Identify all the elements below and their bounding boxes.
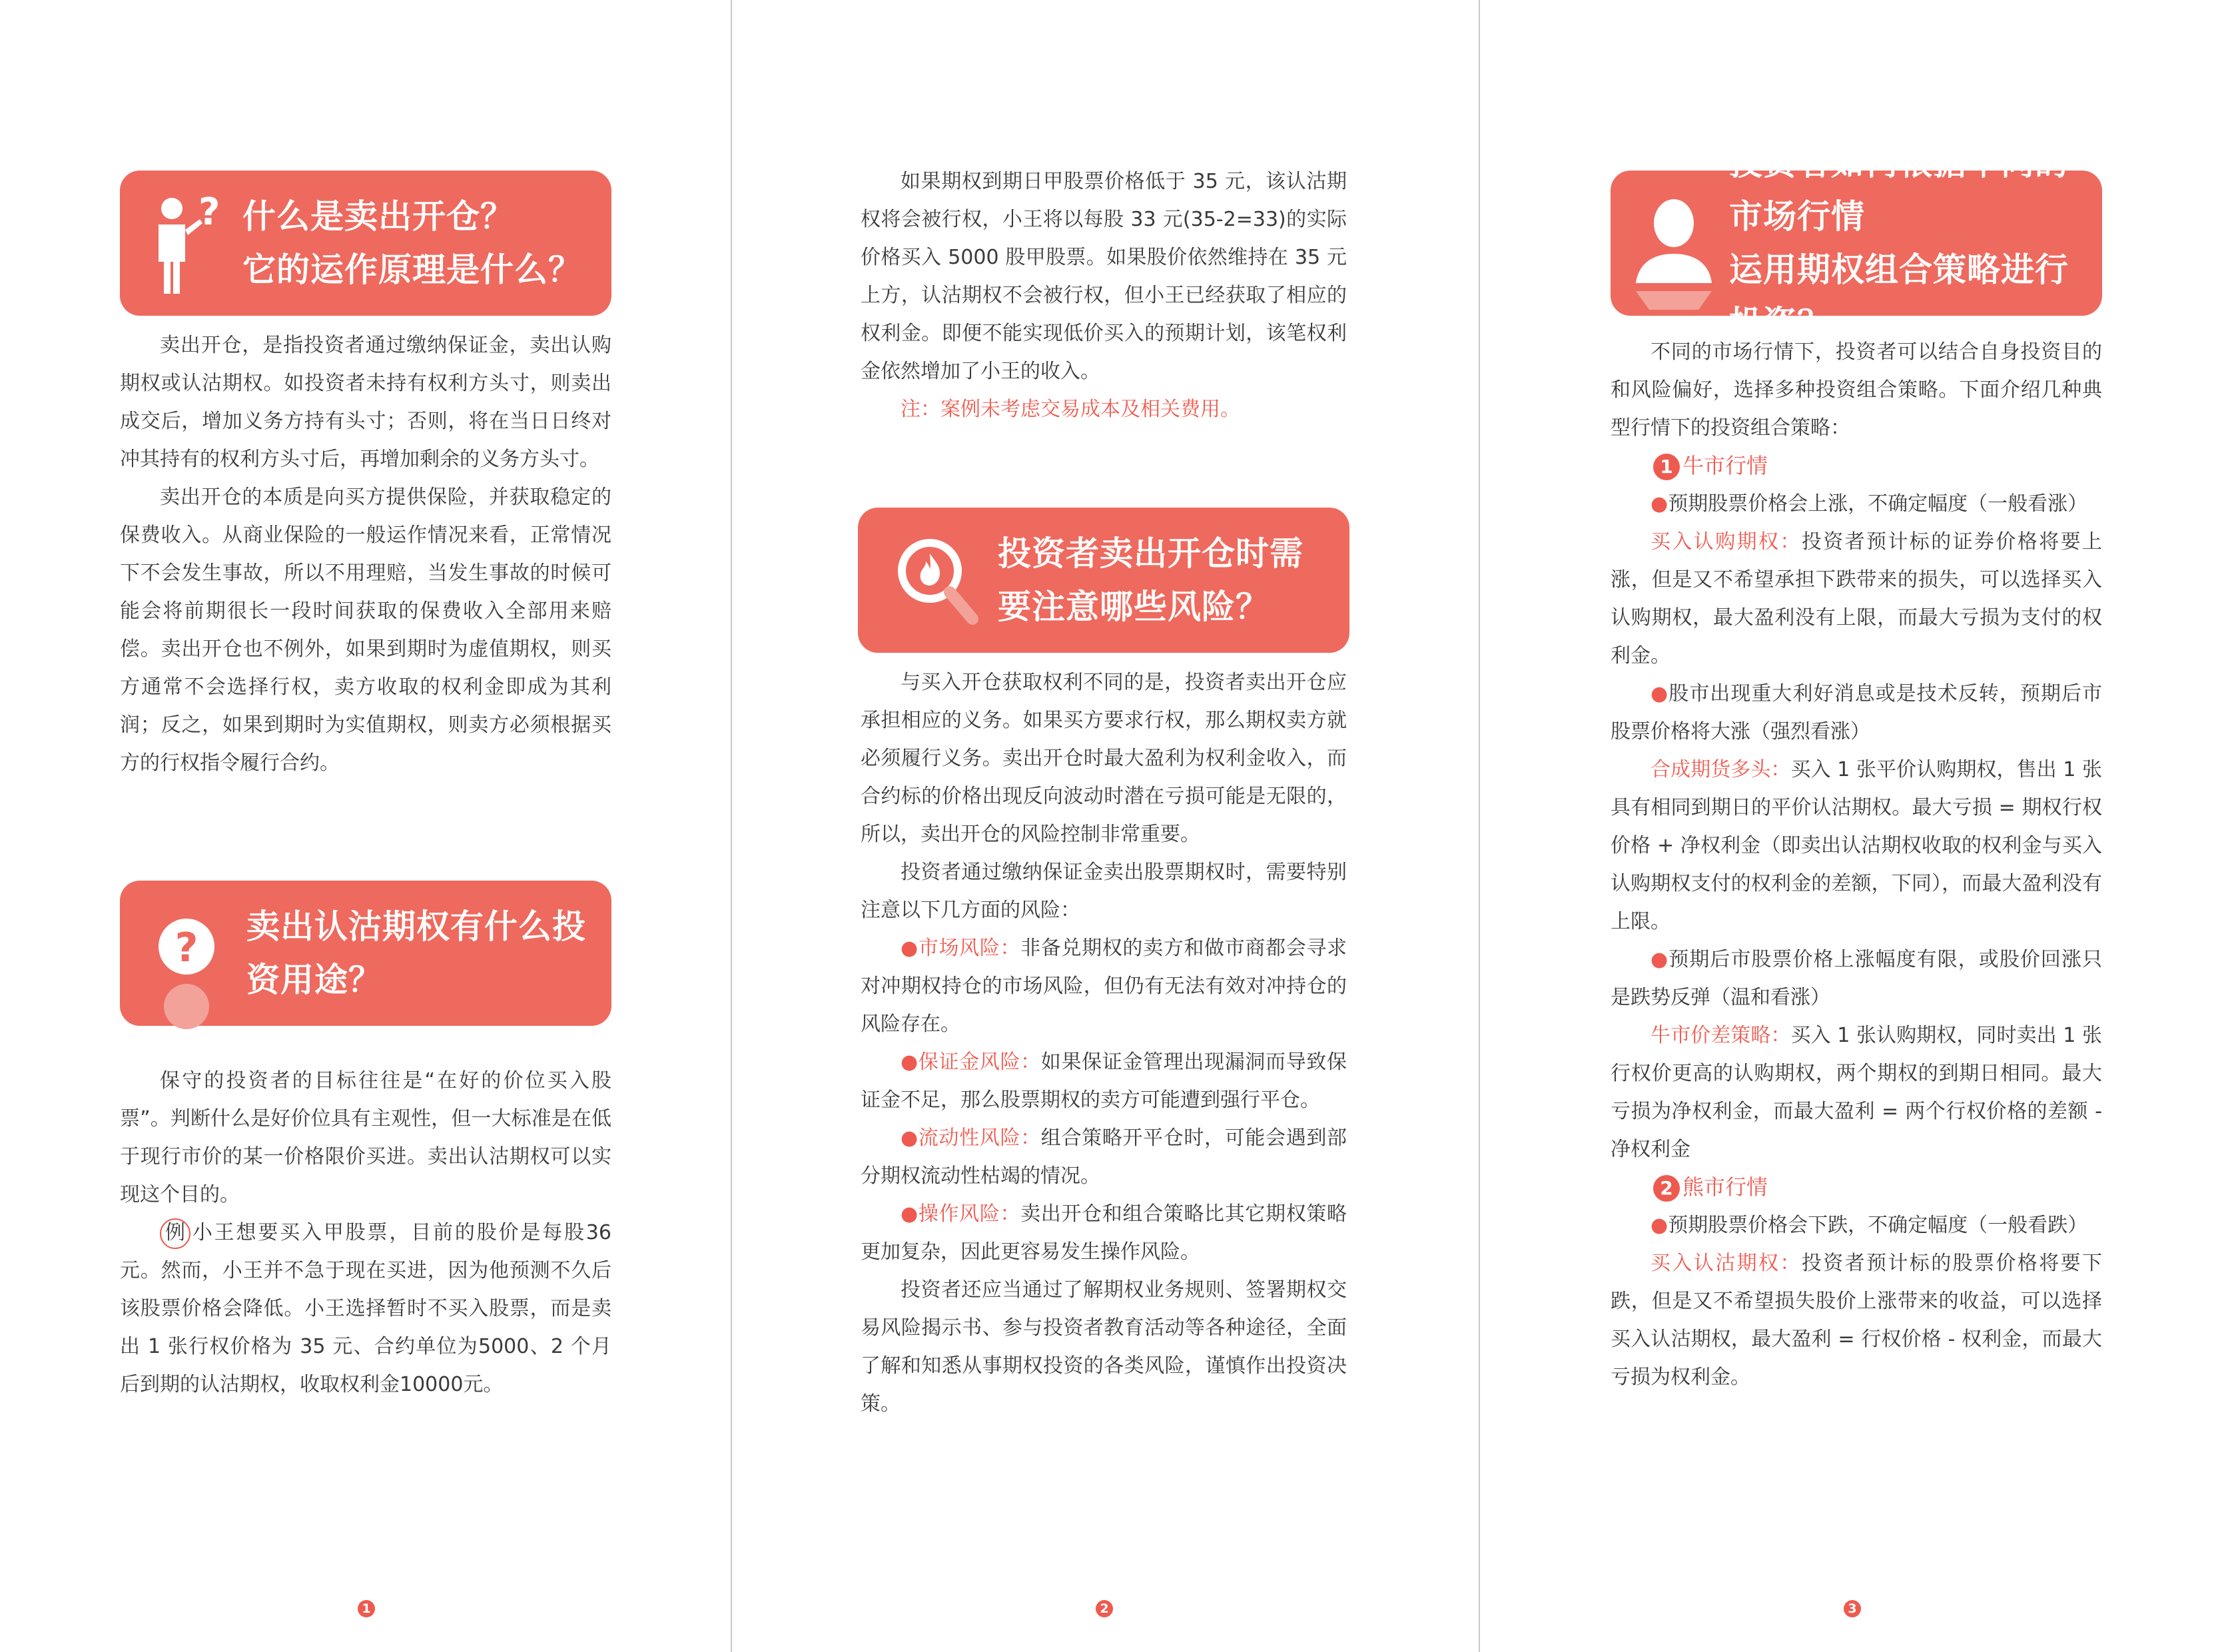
section-title-line1: 投资者卖出开仓时需 <box>998 534 1303 573</box>
page3-section-body <box>1611 333 2102 1396</box>
person-question-icon <box>147 190 226 296</box>
svg-text:?: ? <box>198 191 220 234</box>
page-divider-right <box>1479 0 1480 1652</box>
strategy-desc: 买入 1 张认购期权，同时卖出 1 张行权价更高的认购期权，两个期权的到期日相同。最大亏损为净权利金，而最大盈利 = 两个行权价格的差额 - 净权利金 <box>1611 1024 2102 1161</box>
strategy-desc: 买入 1 张平价认购期权，售出 1 张具有相同到期日的平价认沽期权。最大亏损 = 期权行权价格 + 净权利金（即卖出认沽期权收取的权利金与买入认购期权支付的权利金的差额，下同），而最大盈利没有上限。 <box>1611 758 2102 933</box>
risk-desc: 如果保证金管理出现漏洞而导致保证金不足，那么股票期权的卖方可能遭到强行平仓。 <box>861 1050 1347 1112</box>
section-title-line1: 投资者如何根据不同的市场行情 <box>1729 144 2069 236</box>
bull-market-title: 牛市行情 <box>1682 453 1768 478</box>
strategy-name: 牛市价差策略： <box>1651 1024 1791 1047</box>
risk-desc: 组合策略开平仓时，可能会遇到部分期权流动性枯竭的情况。 <box>861 1126 1347 1188</box>
risk-name: 保证金风险： <box>918 1050 1041 1074</box>
bull-market-heading <box>1611 447 2102 485</box>
risk-item <box>861 1043 1347 1119</box>
page2-section-body <box>861 663 1347 1423</box>
section-title-line1: 什么是卖出开仓？ <box>242 197 514 236</box>
section2-body <box>120 1062 611 1404</box>
strategy-item <box>1611 1244 2102 1396</box>
paragraph: 投资者通过缴纳保证金卖出股票期权时，需要特别注意以下几方面的风险： <box>861 861 1347 922</box>
paragraph: 与买入开仓获取权利不同的是，投资者卖出开仓应承担相应的义务。如果买方要求行权，那么期权卖方就必须履行义务。卖出开仓时最大盈利为权利金收入，而合约标的价格出现反向波动时潜在亏损可能是无限的，所以，卖出开仓的风险控制非常重要。 <box>861 671 1347 846</box>
example-text: 小王想要买入甲股票，目前的股价是每股36元。然而，小王并不急于现在买进，因为他预测不久后该股票价格会降低。小王选择暂时不买入股票，而是卖出 1 张行权价格为 35 元、合约单位为5000、2 个月后到期的认沽期权，收取权利金10000元。 <box>120 1221 611 1396</box>
section-title-line2: 要注意哪些风险？ <box>998 588 1270 626</box>
paragraph: 不同的市场行情下，投资者可以结合自身投资目的和风险偏好，选择多种投资组合策略。下面介绍几种典型行情下的投资组合策略： <box>1611 340 2102 440</box>
paragraph: 如果期权到期日甲股票价格低于 35 元，该认沽期权将会被行权，小王将以每股 33 元(35-2=33)的实际价格买入 5000 股甲股票。如果股价依然维持在 35 元上方，认沽期权不会被行权，但小王已经获取了相应的权利金。即便不能实现低价买入的预期计划，该笔权利金依然增加了小王的收入。 <box>861 170 1347 383</box>
risk-name: 市场风险： <box>918 937 1021 960</box>
bullet-icon: ● <box>1651 948 1669 971</box>
strategy-item <box>1611 751 2102 941</box>
strategy-desc: 投资者预计标的证券价格将要上涨，但是又不希望承担下跌带来的损失，可以选择买入认购期权，最大盈利没有上限，而最大亏损为支付的权利金。 <box>1611 530 2103 667</box>
bullet-icon: ● <box>1651 682 1669 705</box>
strategy-desc: 投资者预计标的股票价格将要下跌，但是又不希望损失股价上涨带来的收益，可以选择买入认沽期权，最大盈利 = 行权价格 - 权利金，而最大亏损为权利金。 <box>1611 1252 2103 1389</box>
risk-name: 流动性风险： <box>918 1126 1041 1150</box>
risk-item <box>861 1119 1347 1195</box>
page-number: 3 <box>1844 1600 1861 1617</box>
scenario-item <box>1611 485 2102 523</box>
risk-item <box>861 1195 1347 1271</box>
section-banner-sell-open <box>120 171 611 316</box>
section-banner-strategies <box>1611 144 2102 342</box>
page2-intro <box>861 163 1347 428</box>
page-number: 1 <box>358 1600 375 1617</box>
bullet-icon: ● <box>901 1050 919 1074</box>
question-bubble-icon <box>153 887 220 1020</box>
paragraph: 卖出开仓，是指投资者通过缴纳保证金，卖出认购期权或认沽期权。如投资者未持有权利方头寸，则卖出成交后，增加义务方持有头寸；否则，将在当日日终对冲其持有的权利方头寸后，再增加剩余的义务方头寸。 <box>120 334 611 471</box>
risk-desc: 非备兑期权的卖方和做市商都会寻求对冲期权持仓的市场风险，但仍有无法有效对冲持仓的风险存在。 <box>861 937 1347 1036</box>
page-number: 2 <box>1096 1600 1113 1617</box>
bullet-icon: ● <box>901 1126 919 1150</box>
bullet-icon: ● <box>901 1202 919 1226</box>
bullet-icon: ● <box>901 937 919 960</box>
strategy-name: 买入认购期权： <box>1651 530 1802 554</box>
section-title-line2: 运用期权组合策略进行投资？ <box>1729 250 2069 342</box>
section-title-line1: 卖出认沽期权有什么投 <box>246 907 586 946</box>
section-title-line2: 它的运作原理是什么？ <box>242 250 582 289</box>
number-one-badge: 1 <box>1653 454 1680 480</box>
strategy-name: 买入认沽期权： <box>1651 1252 1802 1275</box>
risk-desc: 卖出开仓和组合策略比其它期权策略更加复杂，因此更容易发生操作风险。 <box>861 1202 1347 1264</box>
bullet-icon: ● <box>1651 1214 1669 1237</box>
scenario-text: 预期股票价格会上涨，不确定幅度（一般看涨） <box>1668 492 2088 516</box>
magnifier-fire-icon <box>891 527 984 633</box>
example-marker: 例 <box>160 1218 190 1249</box>
strategy-name: 合成期货多头： <box>1651 758 1791 781</box>
scenario-text: 预期股票价格会下跌，不确定幅度（一般看跌） <box>1668 1214 2088 1237</box>
risk-item <box>861 929 1347 1043</box>
page-divider-left <box>731 0 732 1652</box>
scenario-text: 预期后市股票价格上涨幅度有限，或股价回涨只是跌势反弹（温和看涨） <box>1611 948 2102 1009</box>
strategy-item <box>1611 1017 2102 1168</box>
section-title-line2: 资用途？ <box>246 961 382 999</box>
paragraph: 保守的投资者的目标往往是“在好的价位买入股票”。判断什么是好价位具有主观性，但一大标准是在低于现行市价的某一价格限价买进。卖出认沽期权可以实现这个目的。 <box>120 1069 611 1206</box>
person-avatar-icon <box>1631 177 1717 310</box>
bear-market-title: 熊市行情 <box>1682 1174 1768 1200</box>
scenario-text: 股市出现重大利好消息或是技术反转，预期后市股票价格将大涨（强烈看涨） <box>1611 682 2102 743</box>
svg-text:?: ? <box>175 925 198 971</box>
bear-market-heading <box>1611 1168 2102 1206</box>
bullet-icon: ● <box>1651 492 1669 516</box>
section-banner-risks <box>858 508 1349 653</box>
risk-name: 操作风险： <box>918 1202 1021 1226</box>
section1-body <box>120 326 611 782</box>
paragraph: 卖出开仓的本质是向买方提供保险，并获取稳定的保费收入。从商业保险的一般运作情况来看，正常情况下不会发生事故，所以不用理赔，当发生事故的时候可能会将前期很长一段时间获取的保费收入全部用来赔偿。卖出开仓也不例外，如果到期时为虚值期权，则买方通常不会选择行权，卖方收取的权利金即成为其利润；反之，如果到期时为实值期权，则卖方必须根据买方的行权指令履行合约。 <box>120 486 611 775</box>
example-paragraph <box>120 1214 611 1404</box>
number-two-badge: 2 <box>1653 1175 1680 1202</box>
section-banner-sell-put <box>120 881 611 1026</box>
note-text: 注：案例未考虑交易成本及相关费用。 <box>901 398 1240 421</box>
scenario-item <box>1611 1206 2102 1244</box>
paragraph: 投资者还应当通过了解期权业务规则、签署期权交易风险揭示书、参与投资者教育活动等各种途径，全面了解和知悉从事期权投资的各类风险，谨慎作出投资决策。 <box>861 1278 1347 1416</box>
strategy-item <box>1611 523 2102 675</box>
scenario-item <box>1611 941 2102 1017</box>
scenario-item <box>1611 675 2102 751</box>
